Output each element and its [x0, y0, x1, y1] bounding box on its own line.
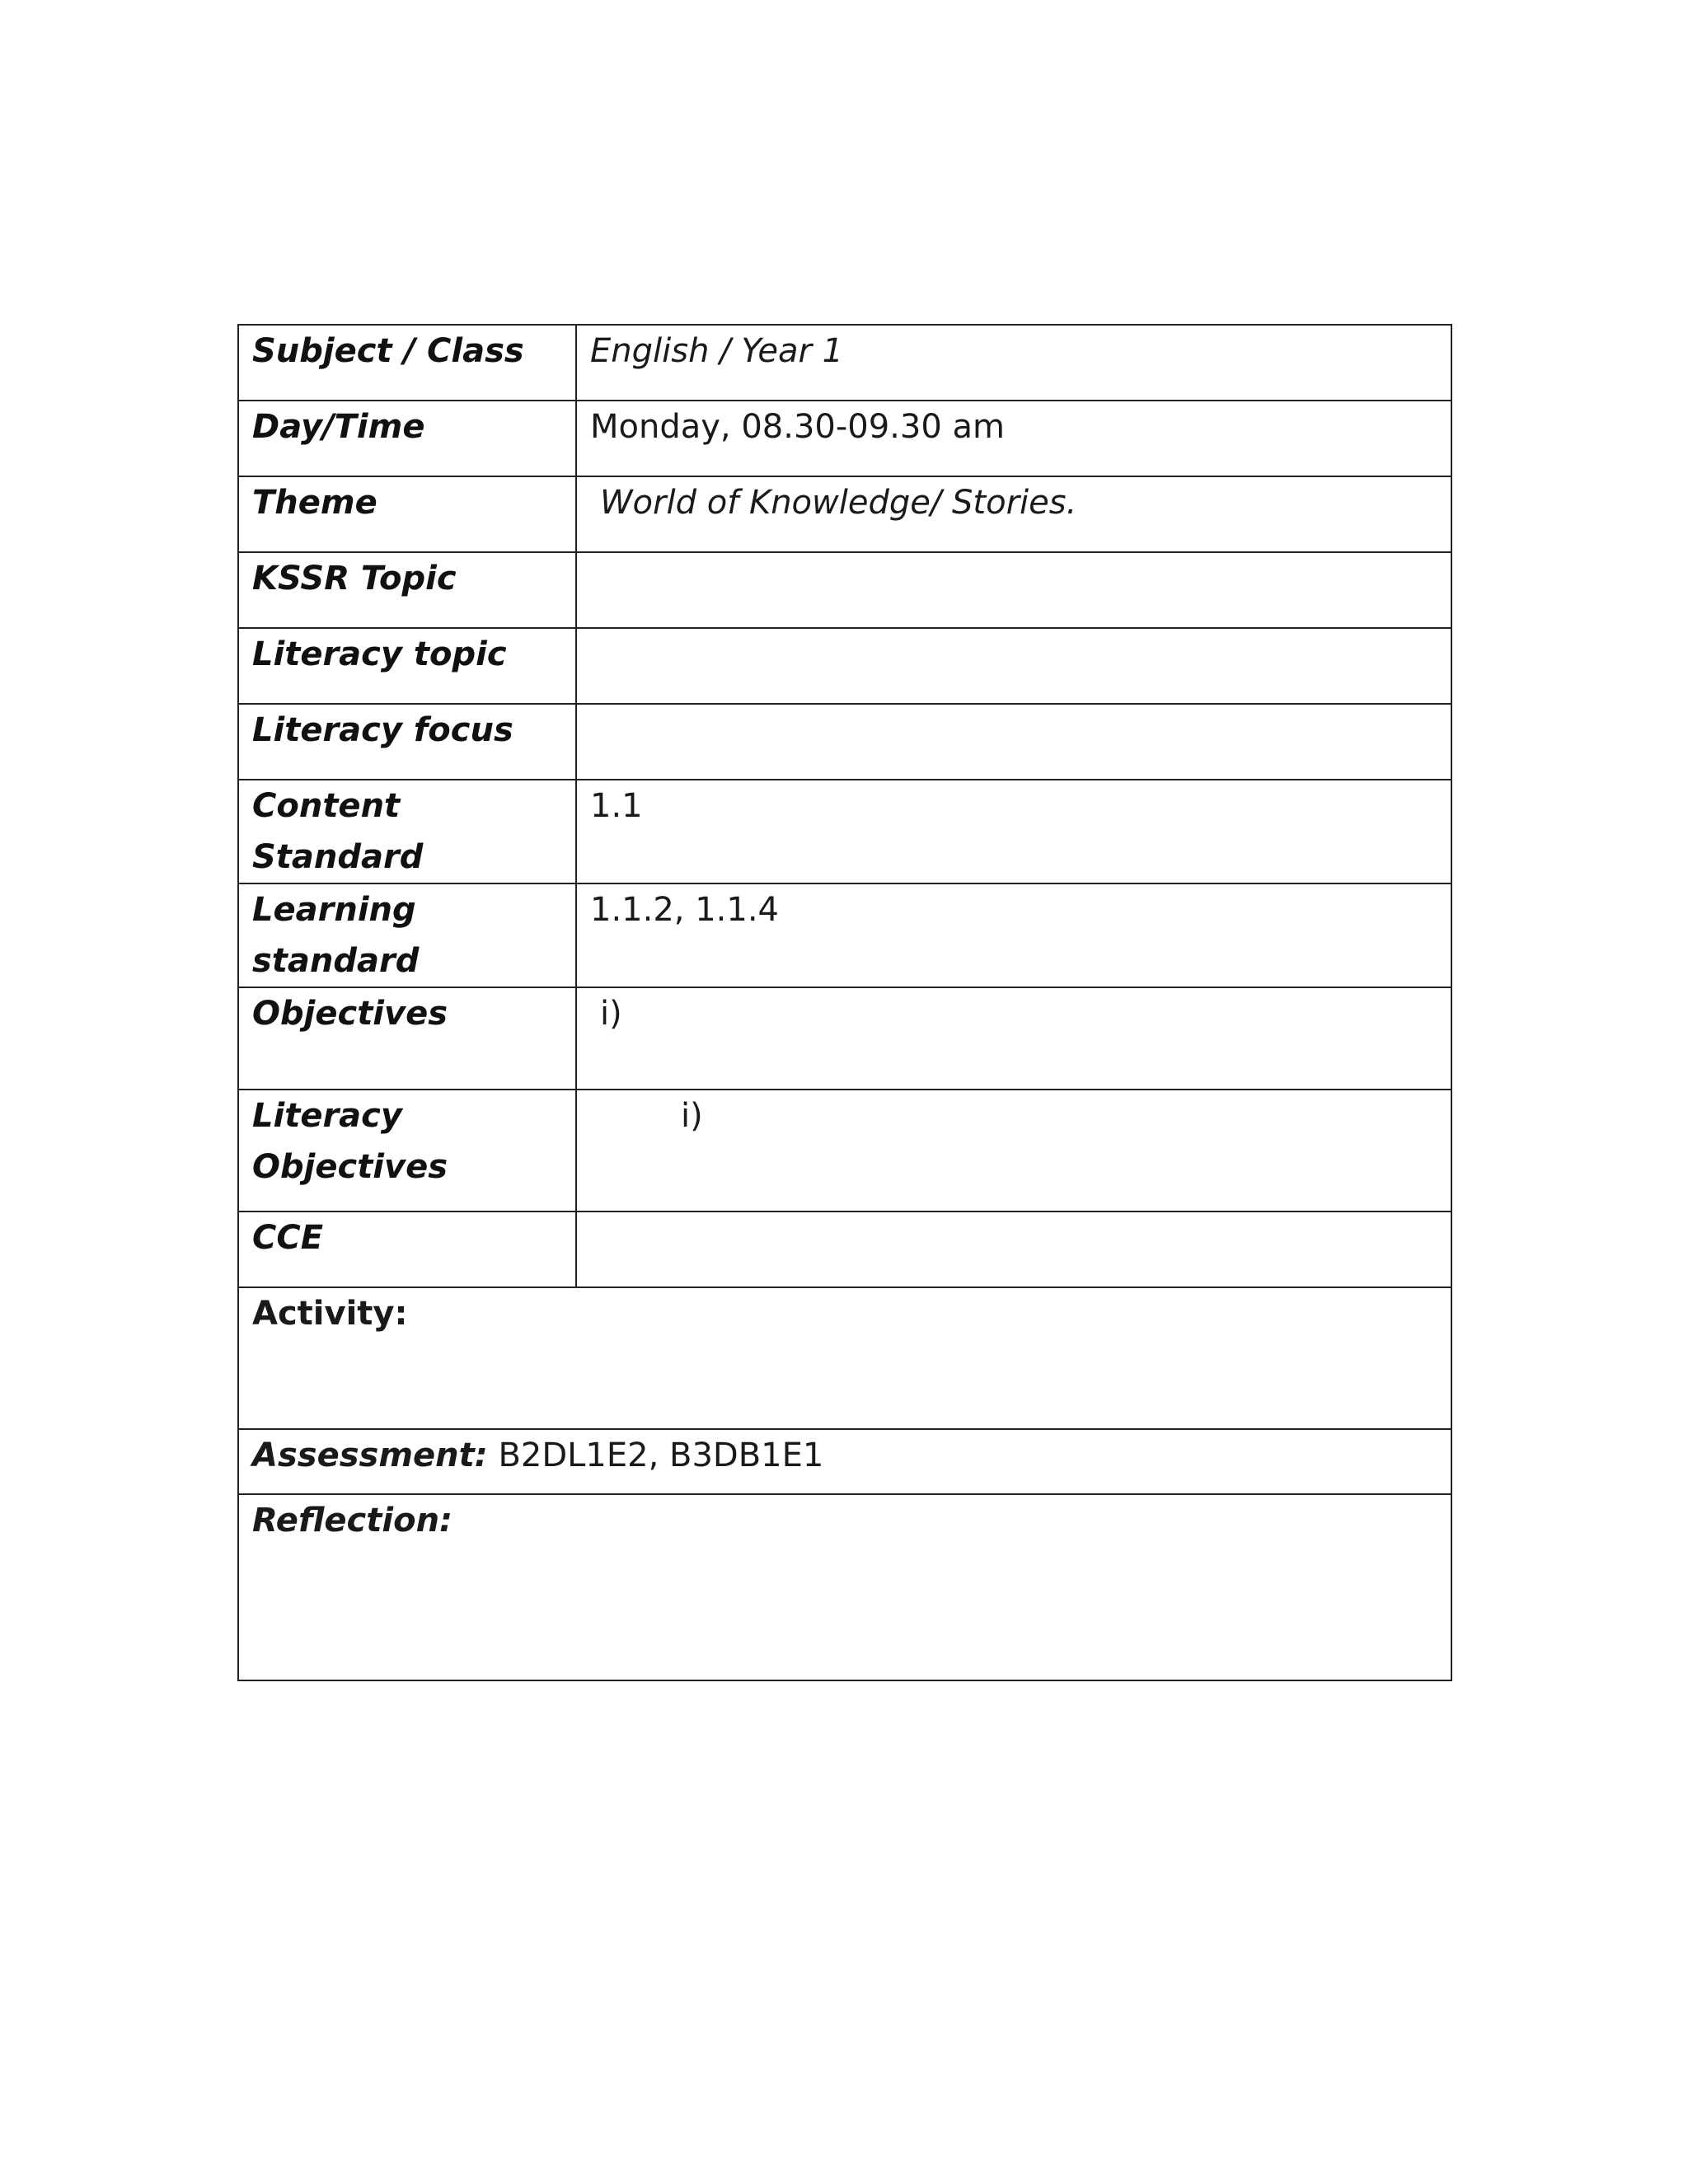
row-reflection — [238, 1494, 1451, 1680]
literacy-focus-label: Literacy focus — [238, 704, 576, 780]
row-activity — [238, 1287, 1451, 1429]
literacy-objectives-value — [576, 1090, 1451, 1212]
day-time-value: Monday, 08.30-09.30 am — [576, 401, 1451, 476]
row-theme — [238, 476, 1451, 552]
assessment-label: Assessment: — [252, 1436, 488, 1474]
literacy-focus-value — [576, 704, 1451, 780]
activity-cell — [238, 1287, 1451, 1429]
objectives-label: Objectives — [238, 987, 576, 1090]
learning-standard-value: 1.1.2, 1.1.4 — [576, 883, 1451, 987]
subject-class-value: English / Year 1 — [576, 325, 1451, 401]
row-learning-standard — [238, 883, 1451, 987]
literacy-topic-value — [576, 628, 1451, 704]
row-day-time — [238, 401, 1451, 476]
cce-label: CCE — [238, 1212, 576, 1287]
subject-class-label: Subject / Class — [238, 325, 576, 401]
lesson-plan-table — [237, 324, 1452, 1681]
content-standard-value: 1.1 — [576, 780, 1451, 883]
row-kssr-topic — [238, 552, 1451, 628]
row-subject-class — [238, 325, 1451, 401]
theme-value — [576, 476, 1451, 552]
theme-label: Theme — [238, 476, 576, 552]
reflection-cell — [238, 1494, 1451, 1680]
row-literacy-focus — [238, 704, 1451, 780]
day-time-label: Day/Time — [238, 401, 576, 476]
row-content-standard — [238, 780, 1451, 883]
row-literacy-topic — [238, 628, 1451, 704]
row-assessment — [238, 1429, 1451, 1494]
literacy-objectives-label-line1: Literacy — [252, 1097, 402, 1135]
kssr-topic-value — [576, 552, 1451, 628]
theme-text: World of Knowledge/ Stories. — [600, 484, 1077, 522]
learning-standard-label: Learning standard — [238, 883, 576, 987]
literacy-objectives-text: i) — [681, 1097, 703, 1135]
cce-value — [576, 1212, 1451, 1287]
assessment-value: B2DL1E2, B3DB1E1 — [498, 1436, 824, 1474]
assessment-cell — [238, 1429, 1451, 1494]
row-literacy-objectives — [238, 1090, 1451, 1212]
row-objectives — [238, 987, 1451, 1090]
content-standard-label: Content Standard — [238, 780, 576, 883]
literacy-topic-label: Literacy topic — [238, 628, 576, 704]
reflection-label: Reflection: — [252, 1502, 453, 1540]
activity-label: Activity: — [252, 1295, 408, 1333]
row-cce — [238, 1212, 1451, 1287]
literacy-objectives-label — [238, 1090, 576, 1212]
objectives-value — [576, 987, 1451, 1090]
kssr-topic-label: KSSR Topic — [238, 552, 576, 628]
objectives-text: i) — [600, 995, 622, 1033]
literacy-objectives-label-line2: Objectives — [252, 1148, 448, 1186]
